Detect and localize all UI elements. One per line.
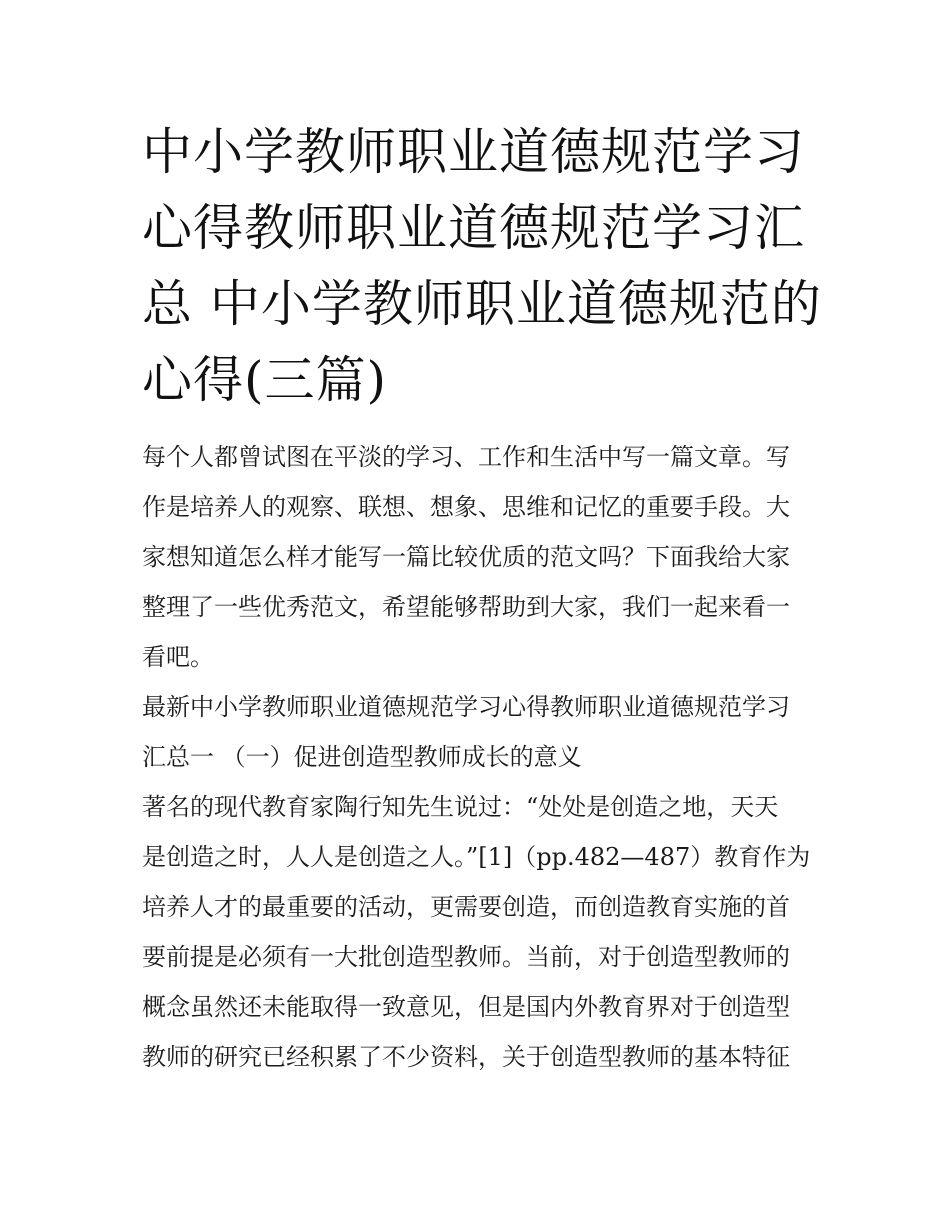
paragraph-line: 教师的研究已经积累了不少资料，关于创造型教师的基本特征 [142, 1043, 790, 1071]
document-body [142, 432, 814, 1082]
paragraph-line: 培养人才的最重要的活动，更需要创造，而创造教育实施的首 [142, 893, 790, 921]
intro-line: 看吧。 [142, 643, 214, 671]
title-line: 心得(三篇) [142, 351, 388, 409]
section-heading-line: 最新中小学教师职业道德规范学习心得教师职业道德规范学习 [142, 693, 790, 721]
intro-line: 整理了一些优秀范文，希望能够帮助到大家，我们一起来看一 [142, 593, 790, 621]
intro-paragraph [142, 432, 814, 682]
section-heading-line: 汇总一 （一）促进创造型教师成长的意义 [142, 743, 582, 771]
paragraph-line: 著名的现代教育家陶行知先生说过：“处处是创造之地，天天 [142, 793, 779, 821]
paragraph-line: 是创造之时，人人是创造之人。”[1]（pp.482—487）教育作为 [142, 843, 811, 871]
title-line: 中小学教师职业道德规范学习 [142, 123, 805, 181]
paragraph-line: 要前提是必须有一大批创造型教师。当前，对于创造型教师的 [142, 943, 790, 971]
title-line: 总 中小学教师职业道德规范的 [142, 275, 822, 333]
intro-line: 作是培养人的观察、联想、想象、思维和记忆的重要手段。大 [142, 493, 790, 521]
document-title [142, 114, 822, 418]
paragraph-line: 概念虽然还未能取得一致意见，但是国内外教育界对于创造型 [142, 993, 790, 1021]
section-heading [142, 682, 814, 782]
body-paragraph [142, 782, 814, 1082]
title-line: 心得教师职业道德规范学习汇 [142, 199, 805, 257]
intro-line: 每个人都曾试图在平淡的学习、工作和生活中写一篇文章。写 [142, 443, 790, 471]
intro-line: 家想知道怎么样才能写一篇比较优质的范文吗？下面我给大家 [142, 543, 790, 571]
